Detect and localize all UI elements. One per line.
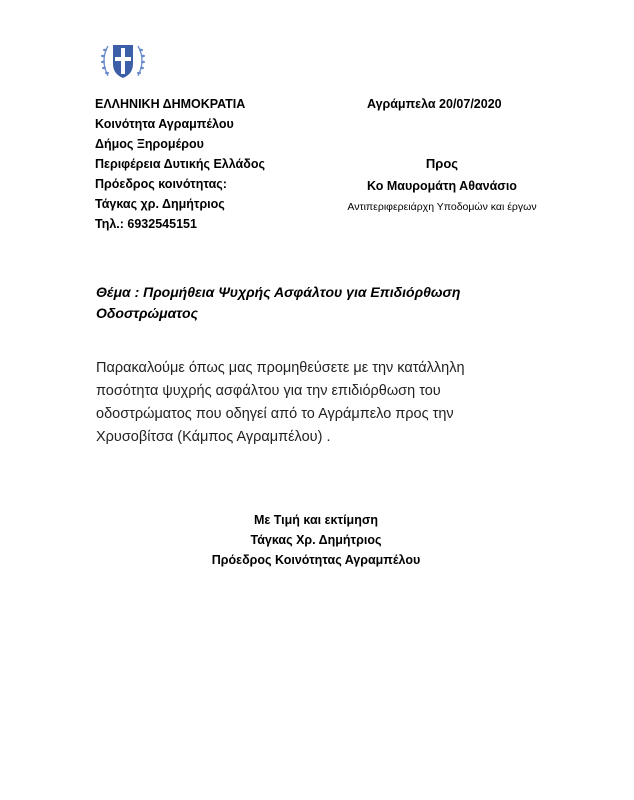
recipient-name: Κο Μαυρομάτη Αθανάσιο: [367, 179, 517, 193]
sender-region: Περιφέρεια Δυτικής Ελλάδος: [95, 157, 265, 171]
sender-country: ΕΛΛΗΝΙΚΗ ΔΗΜΟΚΡΑΤΙΑ: [95, 97, 246, 111]
sender-role: Πρόεδρος κοινότητας:: [95, 177, 227, 191]
sender-block: [95, 94, 265, 234]
signatory-title: Πρόεδρος Κοινότητας Αγραμπέλου: [211, 553, 421, 567]
recipient-title: Αντιπεριφερειάρχη Υποδομών και έργων: [347, 201, 537, 213]
letter-subject: Θέμα : Προμήθεια Ψυχρής Ασφάλτου για Επιδιόρθωση Οδοστρώματος: [96, 284, 461, 321]
sender-community: Κοινότητα Αγραμπέλου: [95, 117, 234, 131]
recipient-label: Προς: [425, 156, 459, 171]
signatory-name: Τάγκας Χρ. Δημήτριος: [250, 533, 382, 547]
greek-coat-of-arms-icon: [98, 40, 148, 82]
sender-phone: Τηλ.: 6932545151: [95, 217, 197, 231]
letter-body: Παρακαλούμε όπως μας προμηθεύσετε με την κατάλληλη ποσότητα ψυχρής ασφάλτου για την επιδιόρθωση του οδοστρώματος που οδηγεί από το Αγράμπελο προς την Χρυσοβίτσα (Κάμπος Αγραμπέλου) .: [96, 360, 465, 445]
closing-block: [170, 510, 462, 570]
sender-municipality: Δήμος Ξηρομέρου: [95, 137, 204, 151]
recipient-block: [330, 155, 554, 215]
sender-name: Τάγκας χρ. Δημήτριος: [95, 197, 225, 211]
closing-greeting: Με Τιμή και εκτίμηση: [253, 513, 379, 527]
letter-date: Αγράμπελα 20/07/2020: [367, 97, 502, 111]
